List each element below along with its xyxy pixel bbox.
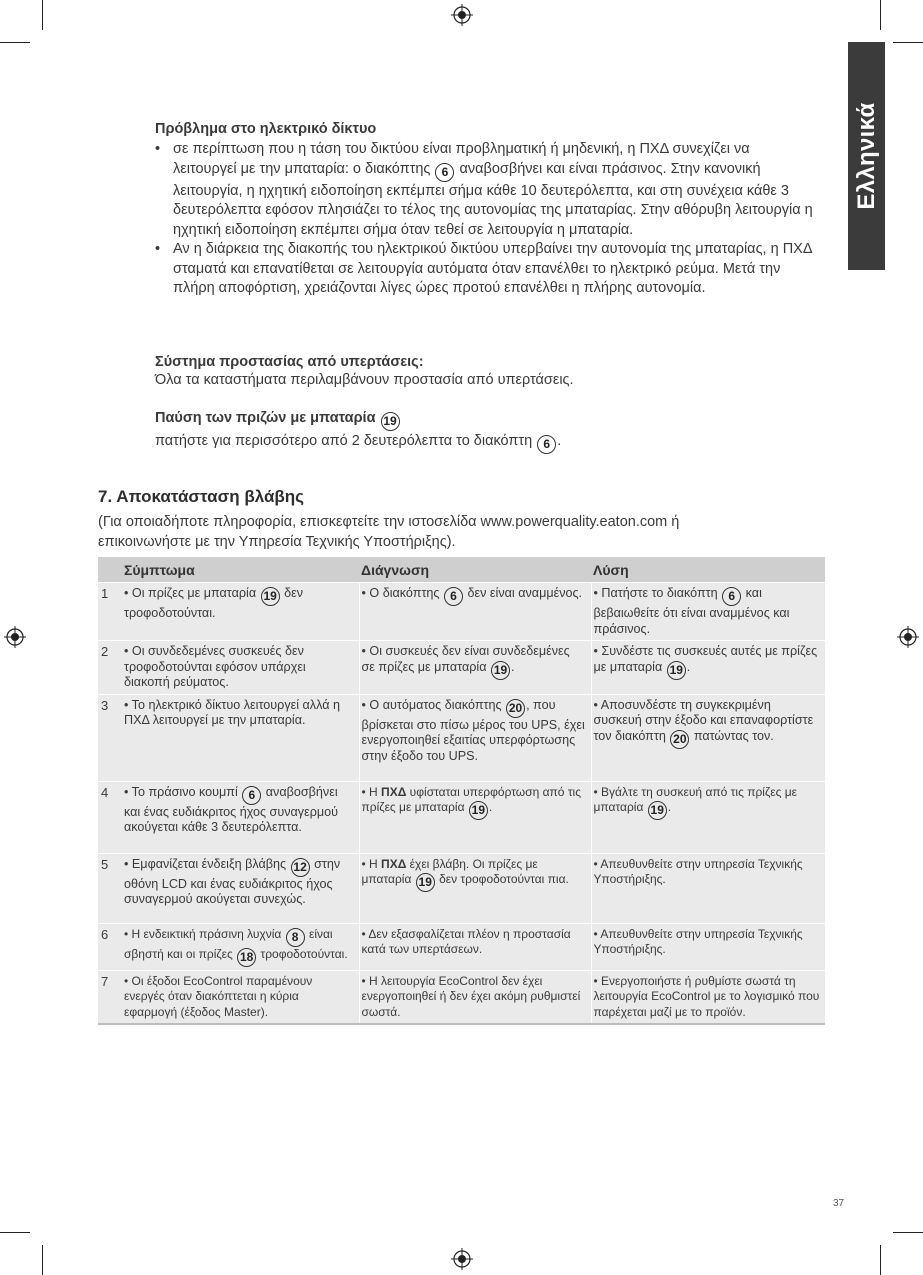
- solution-cell: • Απευθυνθείτε στην υπηρεσία Τεχνικής Υποστήριξης.: [591, 923, 825, 970]
- ref-6-icon: 6: [537, 435, 556, 454]
- registration-mark-icon: [897, 626, 919, 648]
- language-side-tab: [848, 42, 885, 270]
- registration-mark-icon: [451, 4, 473, 26]
- solution-cell: • Συνδέστε τις συσκευές αυτές με πρίζες με μπαταρία 19 .: [591, 641, 825, 695]
- troubleshooting-title: 7. Αποκατάσταση βλάβης: [98, 487, 305, 506]
- diagnosis-cell: • Ο αυτόματος διακόπτης 20 , που βρίσκεται στο πίσω μέρος του UPS, έχει ενεργοποιηθεί εξαιτίας υπερφόρτωσης στην έξοδο του UPS.: [359, 694, 591, 781]
- crop-mark: [893, 42, 923, 43]
- solution-cell: • Απευθυνθείτε στην υπηρεσία Τεχνικής Υποστήριξης.: [591, 853, 825, 923]
- ref-6-icon: 6: [435, 163, 454, 182]
- crop-mark: [893, 1232, 923, 1233]
- ref-6-icon: 6: [722, 587, 741, 606]
- solution-cell: • Πατήστε το διακόπτη 6 και βεβαιωθείτε ότι είναι αναμμένος και πράσινος.: [591, 583, 825, 641]
- ref-6-icon: 6: [242, 786, 261, 805]
- symptom-cell: • Η ενδεικτική πράσινη λυχνία 8 είναι σβηστή και οι πρίζες 18 τροφοδοτούνται.: [122, 923, 359, 970]
- ref-8-icon: 8: [286, 928, 305, 947]
- diagnosis-cell: • Δεν εξασφαλίζεται πλέον η προστασία κατά των υπερτάσεων.: [359, 923, 591, 970]
- col-solution: Λύση: [591, 557, 825, 583]
- table-row: [98, 923, 825, 970]
- table-row: [98, 781, 825, 853]
- symptom-cell: • Οι πρίζες με μπαταρία 19 δεν τροφοδοτούνται.: [122, 583, 359, 641]
- power-problem-bullet-2: • Αν η διάρκεια της διακοπής του ηλεκτρικού δικτύου υπερβαίνει την αυτονομία της μπαταρίας, η ΠΧΔ σταματά και επανατίθεται σε λειτουργία αυτόματα όταν επανέλθει το ηλεκτρικό ρεύμα. Μετά την πλήρη αποφόρτιση, χρειάζονται λίγες ώρες προτού επανέλθει η πλήρης αυτονομία.: [155, 240, 815, 299]
- ref-20-icon: 20: [670, 730, 689, 749]
- surge-heading: Σύστημα προστασίας από υπερτάσεις:: [155, 354, 424, 370]
- surge-text: Όλα τα καταστήματα περιλαμβάνουν προστασία από υπερτάσεις.: [155, 372, 574, 388]
- crop-mark: [880, 0, 881, 30]
- troubleshooting-table: [98, 557, 825, 1025]
- power-problem-heading: Πρόβλημα στο ηλεκτρικό δίκτυο: [155, 121, 377, 137]
- symptom-cell: • Οι έξοδοι EcoControl παραμένουν ενεργές όταν διακόπτεται η κύρια εφαρμογή (έξοδος Master).: [122, 970, 359, 1024]
- ref-19-icon: 19: [491, 661, 510, 680]
- troubleshooting-intro: (Για οποιαδήποτε πληροφορία, επισκεφτείτε την ιστοσελίδα www.powerquality.eaton.com ή επικοινωνήστε με την Υπηρεσία Τεχνικής Υποστήριξης).: [98, 514, 680, 550]
- solution-cell: • Βγάλτε τη συσκευή από τις πρίζες με μπαταρία 19 .: [591, 781, 825, 853]
- crop-mark: [0, 1232, 30, 1233]
- ref-19-icon: 19: [261, 587, 280, 606]
- row-number: 3: [98, 694, 122, 781]
- surge-section: [155, 354, 815, 391]
- table-header-row: [98, 557, 825, 583]
- solution-cell: • Ενεργοποιήστε ή ρυθμίστε σωστά τη λειτουργία EcoControl με το λογισμικό που παρέχεται μαζί με το προϊόν.: [591, 970, 825, 1024]
- ref-20-icon: 20: [506, 699, 525, 718]
- diagnosis-cell: • Ο διακόπτης 6 δεν είναι αναμμένος.: [359, 583, 591, 641]
- table-row: [98, 641, 825, 695]
- table-row: [98, 694, 825, 781]
- symptom-cell: • Εμφανίζεται ένδειξη βλάβης 12 στην οθόνη LCD και ένας ευδιάκριτος ήχος συναγερμού ακούγεται συνεχώς.: [122, 853, 359, 923]
- crop-mark: [42, 1245, 43, 1275]
- symptom-cell: • Οι συνδεδεμένες συσκευές δεν τροφοδοτούνται εφόσον υπάρχει διακοπή ρεύματος.: [122, 641, 359, 695]
- row-number: 4: [98, 781, 122, 853]
- ref-19-icon: 19: [469, 801, 488, 820]
- power-problem-bullet-1: • σε περίπτωση που η τάση του δικτύου είναι προβληματική ή μηδενική, η ΠΧΔ συνεχίζει να λειτουργεί με την μπαταρία: ο διακόπτης 6 αναβοσβήνει και είναι πράσινος. Στην κανονική λειτουργία, η ηχητική ειδοποίηση εκπέμπει σήμα κάθε 10 δευτερόλεπτα, και στη συνέχεια κάθε 3 δευτερόλεπτα εφόσον πλησιάζει το τέλος της αυτονομίας της μπαταρίας. Στην αθόρυβη λειτουργία η ηχητική ειδοποίηση εκπέμπει σήμα όταν τεθεί σε λειτουργία η μπαταρία.: [155, 140, 815, 240]
- table-row: [98, 970, 825, 1024]
- symptom-cell: • Το πράσινο κουμπί 6 αναβοσβήνει και ένας ευδιάκριτος ήχος συναγερμού ακούγεται κάθε 3 δευτερόλεπτα.: [122, 781, 359, 853]
- col-symptom: Σύμπτωμα: [122, 557, 359, 583]
- ref-19-icon: 19: [416, 873, 435, 892]
- diagnosis-cell: • Η λειτουργία EcoControl δεν έχει ενεργοποιηθεί ή δεν έχει ακόμη ρυθμιστεί σωστά.: [359, 970, 591, 1024]
- table-row: [98, 583, 825, 641]
- registration-mark-icon: [451, 1248, 473, 1270]
- diagnosis-cell: • Οι συσκευές δεν είναι συνδεδεμένες σε πρίζες με μπαταρία 19 .: [359, 641, 591, 695]
- ref-19-icon: 19: [648, 801, 667, 820]
- diagnosis-cell: • Η ΠΧΔ έχει βλάβη. Οι πρίζες με μπαταρία 19 δεν τροφοδοτούνται πια.: [359, 853, 591, 923]
- ref-19-icon: 19: [667, 661, 686, 680]
- table-row: [98, 853, 825, 923]
- pause-section: [155, 410, 815, 454]
- row-number: 5: [98, 853, 122, 923]
- crop-mark: [42, 0, 43, 30]
- row-number: 1: [98, 583, 122, 641]
- pause-text: πατήστε για περισσότερο από 2 δευτερόλεπτα το διακόπτη 6 .: [155, 432, 815, 454]
- power-problem-section: [155, 121, 815, 299]
- ref-12-icon: 12: [291, 858, 310, 877]
- ref-18-icon: 18: [237, 948, 256, 967]
- row-number: 2: [98, 641, 122, 695]
- solution-cell: • Αποσυνδέστε τη συγκεκριμένη συσκευή στην έξοδο και επαναφορτίστε τον διακόπτη 20 πατώντας τον.: [591, 694, 825, 781]
- diagnosis-cell: • Η ΠΧΔ υφίσταται υπερφόρτωση από τις πρίζες με μπαταρία 19 .: [359, 781, 591, 853]
- registration-mark-icon: [4, 626, 26, 648]
- language-label: Ελληνικά: [852, 102, 880, 210]
- pause-heading: Παύση των πριζών με μπαταρία 19: [155, 410, 815, 431]
- crop-mark: [880, 1245, 881, 1275]
- page-number: 37: [833, 1198, 845, 1209]
- crop-mark: [0, 42, 30, 43]
- ref-6-icon: 6: [444, 587, 463, 606]
- ref-19-icon: 19: [381, 412, 400, 431]
- symptom-cell: • Το ηλεκτρικό δίκτυο λειτουργεί αλλά η ΠΧΔ λειτουργεί με την μπαταρία.: [122, 694, 359, 781]
- row-number: 7: [98, 970, 122, 1024]
- row-number: 6: [98, 923, 122, 970]
- col-diagnosis: Διάγνωση: [359, 557, 591, 583]
